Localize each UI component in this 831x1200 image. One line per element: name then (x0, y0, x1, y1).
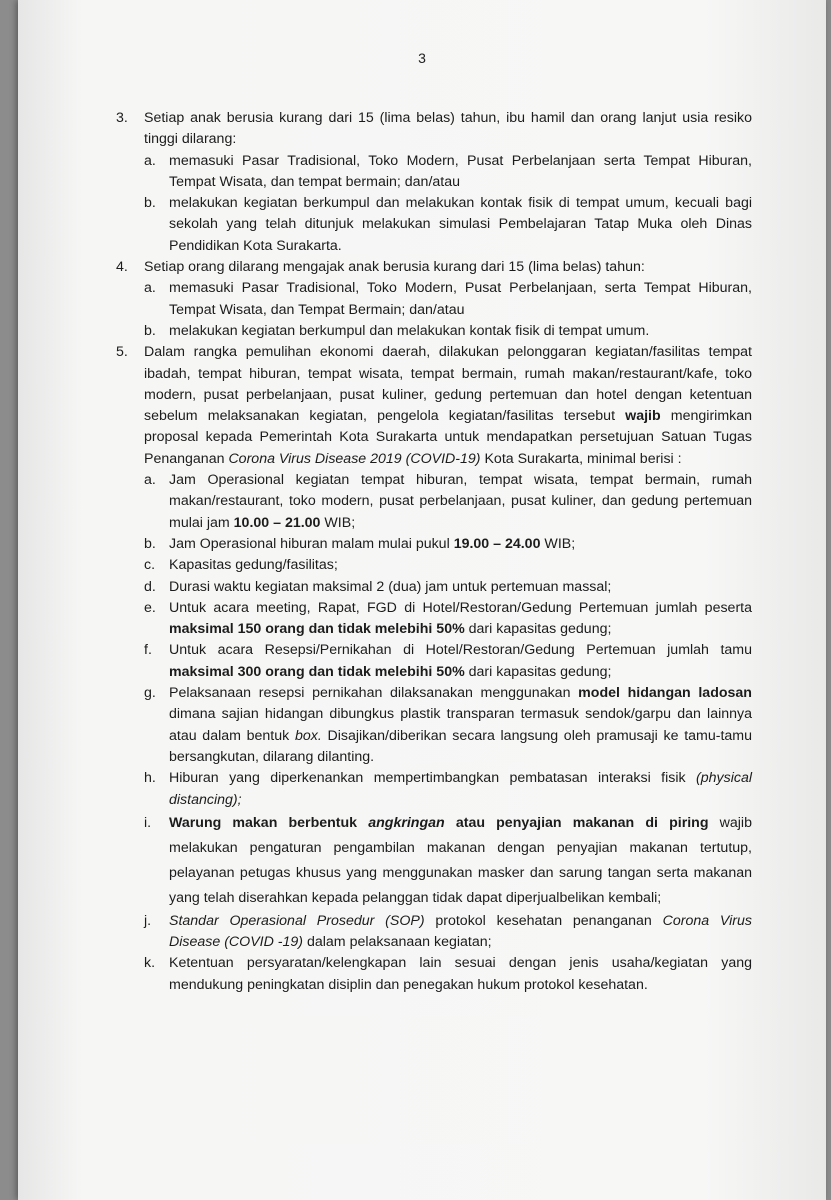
sub-item-g: g. Pelaksanaan resepsi pernikahan dilaksanakan menggunakan model hidangan ladosan dimana sajian hidangan dibungkus plastik transparan termasuk sendok/garpu dan lainnya atau dalam bentuk box. Disajikan/diberikan secara langsung oleh pramusaji ke tamu-tamu bersangkutan, dilarang dilanting. (144, 685, 752, 765)
sub-item-d: d. Durasi waktu kegiatan maksimal 2 (dua) jam untuk pertemuan massal; (144, 578, 612, 595)
sub-item-b: b. Jam Operasional hiburan malam mulai pukul 19.00 – 24.00 WIB; (144, 535, 576, 552)
item-text: Setiap anak berusia kurang dari 15 (lima belas) tahun, ibu hamil dan orang lanjut usia resiko tinggi dilarang: (144, 110, 752, 148)
item-number: 4. (116, 259, 128, 276)
sub-item-a: a. Jam Operasional kegiatan tempat hiburan, tempat wisata, tempat bermain, rumah makan/restaurant, toko modern, pusat perbelanjaan, pusat kuliner, dan gedung pertemuan mulai jam 10.00 – 21.00 WIB; (144, 472, 752, 531)
sub-item-i: i. Warung makan berbentuk angkringan atau penyajian makanan di piring wajib melakukan pengaturan pengambilan makanan dengan penyajian makanan tertutup, pelayanan petugas khusus yang menggunakan masker dan sarung tangan serta makanan yang telah diserahkan kepada pelanggan tidak dapat diperjualbelikan kembali; (144, 814, 752, 906)
sub-item: b. melakukan kegiatan berkumpul dan melakukan kontak fisik di tempat umum, kecuali bagi sekolah yang telah ditunjuk melakukan simulasi Pembelajaran Tatap Muka oleh Dinas Pendidikan Kota Surakarta. (144, 195, 752, 254)
sub-item-e: e. Untuk acara meeting, Rapat, FGD di Hotel/Restoran/Gedung Pertemuan jumlah peserta maksimal 150 orang dan tidak melebihi 50% dari kapasitas gedung; (144, 599, 752, 638)
list-item (116, 108, 752, 257)
sub-item-k: k. Ketentuan persyaratan/kelengkapan lain sesuai dengan jenis usaha/kegiatan yang mendukung peningkatan disiplin dan penegakan hukum protokol kesehatan. (144, 955, 752, 993)
list-item (116, 257, 752, 342)
page-number: 3 (418, 50, 426, 66)
sub-item: b. melakukan kegiatan berkumpul dan melakukan kontak fisik di tempat umum. (144, 322, 650, 339)
list-item (116, 342, 752, 996)
item-text: Setiap orang dilarang mengajak anak berusia kurang dari 15 (lima belas) tahun: (144, 259, 645, 276)
sub-item: a. memasuki Pasar Tradisional, Toko Modern, Pusat Perbelanjaan, serta Tempat Hiburan, Tempat Wisata, dan Tempat Bermain; dan/atau (144, 280, 752, 318)
item-number: 3. (116, 110, 128, 126)
document-body (116, 108, 752, 996)
sub-item-c: c. Kapasitas gedung/fasilitas; (144, 557, 338, 574)
sub-item-h: h. Hiburan yang diperkenankan mempertimbangkan pembatasan interaksi fisik (physical distancing); (144, 770, 752, 808)
item-number: 5. (116, 344, 128, 361)
sub-item-j: j. Standar Operasional Prosedur (SOP) protokol kesehatan penanganan Corona Virus Disease (COVID -19) dalam pelaksanaan kegiatan; (144, 912, 752, 951)
sub-item: a. memasuki Pasar Tradisional, Toko Modern, Pusat Perbelanjaan serta Tempat Hiburan, Tempat Wisata, dan tempat bermain; dan/atau (144, 152, 752, 190)
document-page (18, 0, 826, 1200)
sub-item-f: f. Untuk acara Resepsi/Pernikahan di Hotel/Restoran/Gedung Pertemuan jumlah tamu maksimal 300 orang dan tidak melebihi 50% dari kapasitas gedung; (144, 642, 752, 680)
item-text: Dalam rangka pemulihan ekonomi daerah, dilakukan pelonggaran kegiatan/fasilitas tempat ibadah, tempat hiburan, tempat wisata, tempat bermain, rumah makan/restaurant/kafe, toko modern, pusat perbelanjaan, pusat kuliner, gedung pertemuan dan hotel dengan ketentuan sebelum melaksanakan kegiatan, pengelola kegiatan/fasilitas tersebut wajib mengirimkan proposal kepada Pemerintah Kota Surakarta untuk mendapatkan persetujuan Satuan Tugas Penanganan Corona Virus Disease 2019 (COVID-19) Kota Surakarta, minimal berisi : (144, 344, 753, 467)
